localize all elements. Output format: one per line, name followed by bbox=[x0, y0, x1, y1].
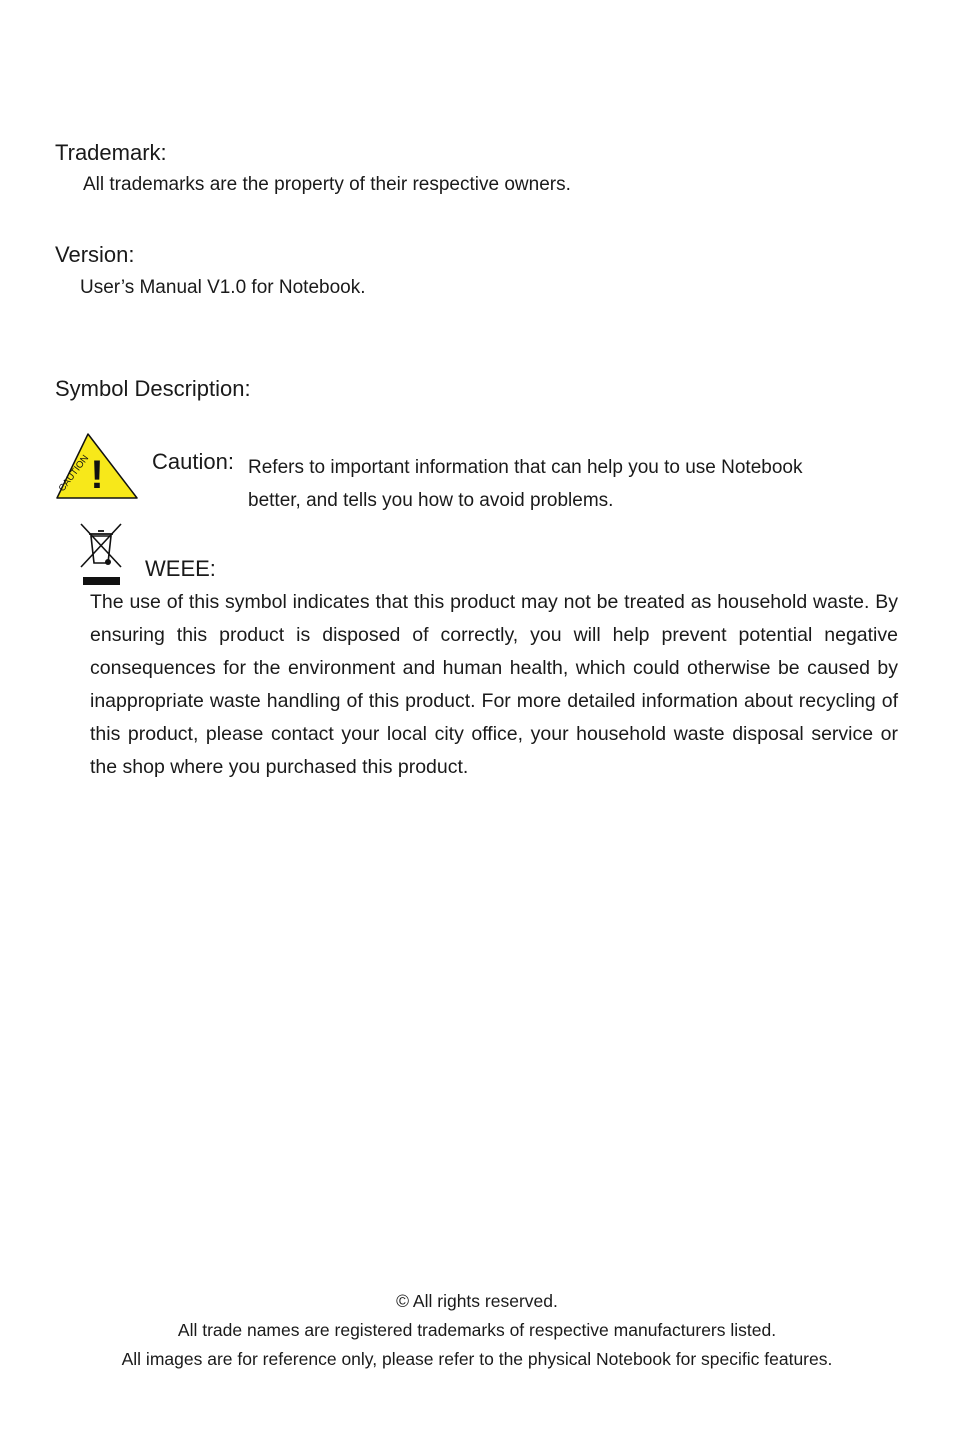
caution-icon-text: CAUTION bbox=[56, 453, 92, 494]
caution-triangle-icon bbox=[55, 432, 139, 500]
weee-label: WEEE: bbox=[145, 556, 216, 581]
svg-text:!: ! bbox=[90, 453, 104, 497]
caution-description-line2: better, and tells you how to avoid problems. bbox=[248, 490, 614, 511]
crossed-out-wheelie-bin-icon bbox=[78, 521, 124, 589]
trademark-heading: Trademark: bbox=[55, 140, 167, 165]
weee-description: The use of this symbol indicates that this product may not be treated as household waste. By ensuring this product is disposed of correctly, you will help prevent potential negative consequences for the environment and human health, which could otherwise be caused by inappropriate waste handling of this product. For more detailed information about recycling of this product, please contact your local city office, your household waste disposal service or the shop where you purchased this product. bbox=[90, 591, 898, 778]
caution-description-line1: Refers to important information that can help you to use Notebook bbox=[248, 457, 803, 478]
footer-copyright: © All rights reserved. bbox=[396, 1291, 558, 1311]
caution-label: Caution: bbox=[152, 449, 234, 474]
version-heading: Version: bbox=[55, 242, 135, 267]
trademark-text: All trademarks are the property of their respective owners. bbox=[83, 174, 571, 195]
footer-trademarks: All trade names are registered trademarks of respective manufacturers listed. bbox=[177, 1320, 777, 1340]
caution-description bbox=[248, 451, 908, 517]
version-text: User’s Manual V1.0 for Notebook. bbox=[80, 277, 366, 298]
footer-disclaimer: All images are for reference only, please refer to the physical Notebook for specific features. bbox=[121, 1349, 833, 1369]
symbol-description-heading: Symbol Description: bbox=[55, 376, 251, 401]
